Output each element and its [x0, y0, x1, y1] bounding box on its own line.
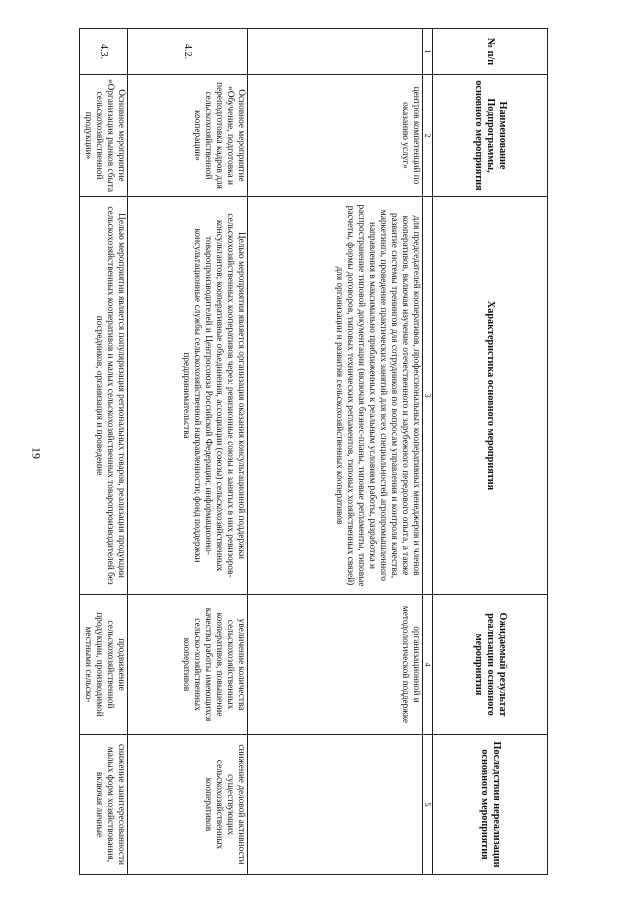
table-row [128, 29, 248, 875]
column-number: 3 [423, 197, 433, 595]
header-result: Ожидаемый результат реализации основного мероприятия [433, 595, 548, 735]
column-number-row [423, 29, 433, 875]
table-container [80, 28, 548, 874]
measure-description: Целью мероприятия является популяризация региональных товаров, реализация продукции сельскохозяйственных кооперативов и малых сельскохозяйственных товаропроизводителей без посредников, организация и проведение [80, 197, 128, 595]
row-number [248, 29, 423, 75]
measure-name: Основное мероприятие «Обучение, подготовка и переподготовка кадров для сельскохозяйственной кооперации» [128, 75, 248, 197]
page-number: 19 [29, 447, 44, 459]
column-number: 2 [423, 75, 433, 197]
row-number: 4.3. [80, 29, 128, 75]
consequences [248, 735, 423, 875]
column-number: 1 [423, 29, 433, 75]
measure-name: центров компетенций по оказанию услуг» [248, 75, 423, 197]
table-row [248, 29, 423, 875]
expected-result: организационной и методологической поддержке [248, 595, 423, 735]
measure-name: Основное мероприятие «Организация рынков сбыта сельскохозяйственной продукции» [80, 75, 128, 197]
expected-result: увеличение количества сельскохозяйственных кооперативов, повышение качества работы имеющихся сельско-хозяйственных кооперативов [128, 595, 248, 735]
header-consequences: Последствия нереализации основного мероприятия [433, 735, 548, 875]
header-name: Наименование Подпрограммы, основного мероприятия [433, 75, 548, 197]
header-number: № п/п [433, 29, 548, 75]
column-number: 5 [423, 735, 433, 875]
column-number: 4 [423, 595, 433, 735]
consequences: снижение заинтересованности малых форм хозяйствования, включая личные [80, 735, 128, 875]
measures-table [79, 28, 548, 875]
header-description: Характеристика основного мероприятия [433, 197, 548, 595]
header-row [433, 29, 548, 875]
row-number: 4.2. [128, 29, 248, 75]
measure-description: Целью мероприятия является организация оказания консультационной поддержки сельскохозяйственных кооперативов через: ревизионные союзы и занятых в них ревизоров-консультантов; кооперативные объединения, ассоциации (союзы) сельскохозяйственных товаропроизводителей и Центросоюза Российской Федерации; информационно-консультационные службы сельскохозяйственной направленности; фонд поддержки предпринимательства [128, 197, 248, 595]
consequences: снижение деловой активности существующих сельскохозяйственных кооперативов [128, 735, 248, 875]
measure-description: для председателей кооперативов, профессиональных кооперативных менеджеров и членов кооперативов, включая изучение отечественного и зарубежного передового опыта, а также развитие системы тренингов для сотрудников по вопросам управления и контроля качества, маркетинга, проведение практических занятий для всех специальностей агропромышленного направления в максимально приближенных к реальным условиям работы, разработка и распространение типовой документации (включая бизнес-планы, типовые регламенты, типовые расчеты, формы договоров, типовых технических регламентов, типовых хозяйственных связей) для организации и развития сельскохозяйственных кооперативов [248, 197, 423, 595]
table-row [80, 29, 128, 875]
expected-result: продвижение сельскохозяйственной продукции, производимой местными сельско- [80, 595, 128, 735]
